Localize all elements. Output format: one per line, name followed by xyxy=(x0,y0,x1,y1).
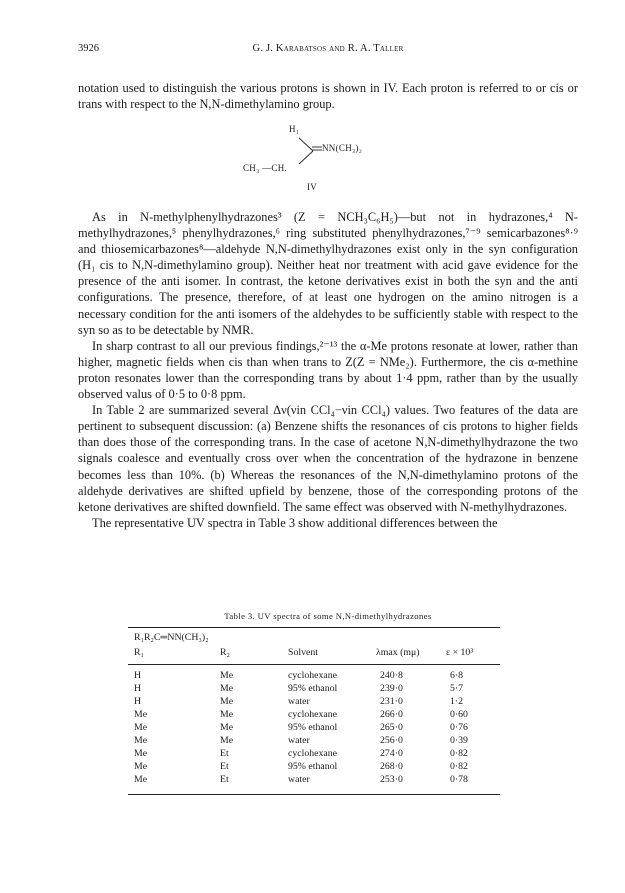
structure-h1: H₁ xyxy=(289,124,300,134)
cell-r1: Me xyxy=(134,748,148,759)
cell-r1: H xyxy=(134,683,142,694)
cell-r1: Me xyxy=(134,709,148,720)
cell-r1: Me xyxy=(134,761,148,772)
table-row xyxy=(128,696,500,709)
structure-ch3ch: CH₃ —CH. xyxy=(243,163,288,173)
table-header-rule xyxy=(128,664,500,665)
cell-r2: Me xyxy=(220,670,234,681)
cell-lambda: 231·0 xyxy=(380,696,403,707)
cell-solvent: water xyxy=(288,696,310,707)
cell-epsilon: 1·2 xyxy=(450,696,464,707)
table-caption: Table 3. UV spectra of some N,N-dimethylhydrazones xyxy=(224,611,432,621)
intro-paragraph xyxy=(78,80,578,112)
cell-r2: Me xyxy=(220,696,234,707)
paragraph-3: In Table 2 are summarized several Δν(νin CCl₄−νin CCl₄) values. Two features of the data are pertinent to subsequent discussion: (a) Benzene shifts the resonances of cis protons to higher fields than does those of the corresponding trans. In the case of acetone N,N-dimethylhydrazone the two signals coalesce and eventually cross over when the concentration of the hydrazone in benzene becomes less than 10%. (b) Whereas the resonances of the N,N-dimethylamino protons of the aldehyde derivatives are shifted upfield by benzene, those of the corresponding protons of the ketone derivatives are shifted downfield. The same effect was observed with N-methylhydrazones. xyxy=(78,403,578,514)
cell-epsilon: 0·82 xyxy=(450,761,468,772)
table-row xyxy=(128,761,500,774)
paragraph-4: The representative UV spectra in Table 3 show additional differences between the xyxy=(92,515,498,530)
cell-r2: Me xyxy=(220,735,234,746)
cell-lambda: 253·0 xyxy=(380,774,403,785)
page-header xyxy=(78,43,578,59)
table-row xyxy=(128,709,500,722)
cell-epsilon: 0·82 xyxy=(450,748,468,759)
table-header xyxy=(128,632,500,668)
cell-epsilon: 5·7 xyxy=(450,683,464,694)
cell-lambda: 240·8 xyxy=(380,670,403,681)
cell-epsilon: 0·76 xyxy=(450,722,468,733)
intro-text: notation used to distinguish the various protons is shown in IV. Each proton is referred to or cis or trans with respect to the N,N-dimethylamino group. xyxy=(78,81,578,112)
cell-solvent: 95% ethanol xyxy=(288,683,338,694)
header-r2: R₂ xyxy=(220,647,230,658)
table-bottom-rule xyxy=(128,794,500,795)
cell-solvent: 95% ethanol xyxy=(288,761,338,772)
table-row xyxy=(128,748,500,761)
running-head: G. J. Karabatsos and R. A. Taller xyxy=(252,43,404,54)
cell-r1: Me xyxy=(134,774,148,785)
cell-r2: Et xyxy=(220,748,229,759)
cell-r1: Me xyxy=(134,735,148,746)
cell-lambda: 268·0 xyxy=(380,761,403,772)
cell-epsilon: 0·60 xyxy=(450,709,468,720)
cell-r2: Et xyxy=(220,761,229,772)
cell-solvent: water xyxy=(288,774,310,785)
cell-solvent: cyclohexane xyxy=(288,670,337,681)
table-row xyxy=(128,735,500,748)
cell-r2: Et xyxy=(220,774,229,785)
table-row xyxy=(128,670,500,683)
structure-substituent: NN(CH₃)₂ xyxy=(322,143,363,153)
header-lambda-max: λmax (mμ) xyxy=(376,647,420,658)
cell-r1: Me xyxy=(134,722,148,733)
cell-lambda: 239·0 xyxy=(380,683,403,694)
cell-solvent: cyclohexane xyxy=(288,748,337,759)
cell-r1: H xyxy=(134,670,142,681)
body-text xyxy=(78,209,578,531)
header-r1: R₁ xyxy=(134,647,144,658)
bond-h1 xyxy=(299,138,313,151)
cell-lambda: 265·0 xyxy=(380,722,403,733)
cell-epsilon: 6·8 xyxy=(450,670,464,681)
structure-label: IV xyxy=(307,182,318,192)
cell-solvent: 95% ethanol xyxy=(288,722,338,733)
cell-r2: Me xyxy=(220,722,234,733)
table-body xyxy=(128,670,500,790)
page-number: 3926 xyxy=(78,43,99,54)
table-top-rule xyxy=(128,627,500,628)
cell-lambda: 256·0 xyxy=(380,735,403,746)
paragraph-1: As in N-methylphenylhydrazones³ (Z = NCH₃C₆H₅)—but not in hydrazones,⁴ N-methylhydrazones,⁵ phenylhydrazones,⁶ ring substituted phenylhydrazones,⁷⁻⁹ semicarbazones⁸·⁹ and thiosemicarbazones⁸—aldehyde N,N-dimethylhydrazones exist only in the syn configuration (H₁ cis to N,N-dimethylamino group). Neither heat nor treatment with acid gave evidence for the presence of the anti isomer. In contrast, the ketone derivatives exist in both the syn and the anti configurations. The presence, therefore, of at least one hydrogen on the amino nitrogen is a necessary condition for the anti isomers of the aldehydes to be sufficiently stable with respect to the syn so as to be detectable by NMR. xyxy=(78,210,578,337)
cell-r2: Me xyxy=(220,683,234,694)
table-row xyxy=(128,722,500,735)
cell-epsilon: 0·39 xyxy=(450,735,468,746)
cell-lambda: 266·0 xyxy=(380,709,403,720)
cell-solvent: water xyxy=(288,735,310,746)
cell-epsilon: 0·78 xyxy=(450,774,468,785)
paragraph-2: In sharp contrast to all our previous findings,²⁻¹³ the α-Me protons resonate at lower, rather than higher, magnetic fields when cis than when trans to Z(Z = NMe₂). Furthermore, the cis α-methine proton resonates lower than the corresponding trans by about 1·4 ppm, rather than by the usually observed valus of 0·5 to 0·8 ppm. xyxy=(78,338,578,402)
header-solvent: Solvent xyxy=(288,647,318,658)
table-row xyxy=(128,774,500,787)
cell-lambda: 274·0 xyxy=(380,748,403,759)
table-row xyxy=(128,683,500,696)
cell-r1: H xyxy=(134,696,142,707)
bond-ch xyxy=(299,151,313,164)
cell-r2: Me xyxy=(220,709,234,720)
table-formula: R₁R₂C═NN(CH₃)₂ xyxy=(134,632,209,643)
cell-solvent: cyclohexane xyxy=(288,709,337,720)
header-epsilon: ε × 10³ xyxy=(446,647,474,658)
